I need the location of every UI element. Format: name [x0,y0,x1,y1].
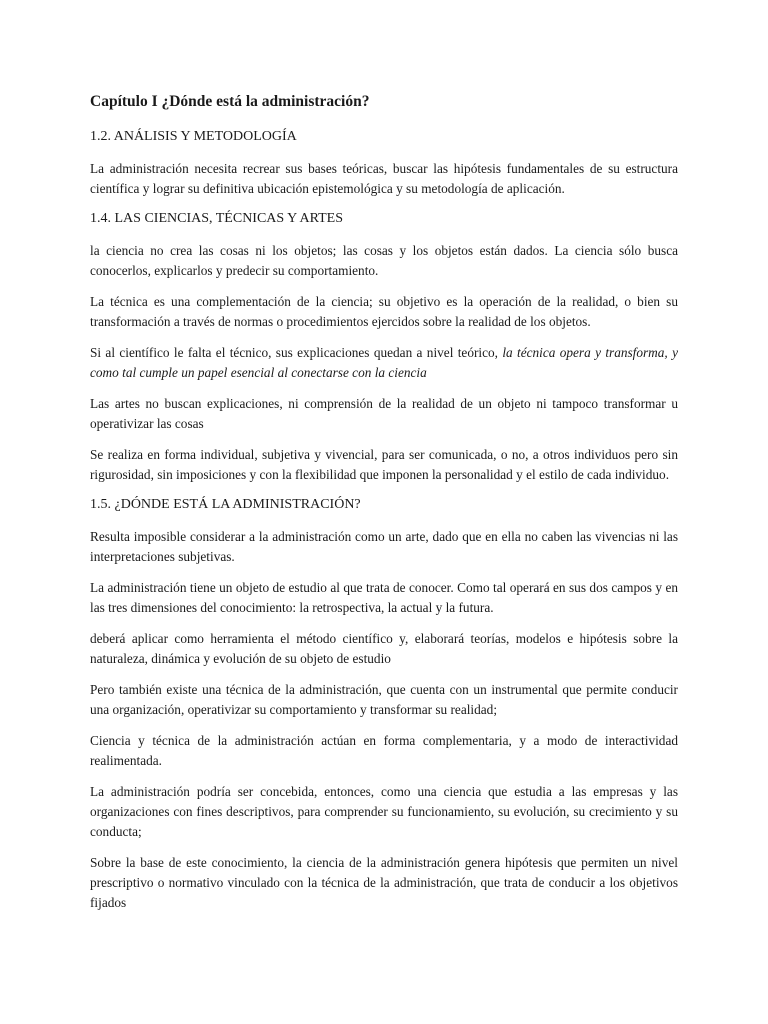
paragraph: deberá aplicar como herramienta el método científico y, elaborará teorías, modelos e hipótesis sobre la naturaleza, dinámica y evolución de su objeto de estudio [90,631,678,666]
section-heading-1-5: 1.5. ¿DÓNDE ESTÁ LA ADMINISTRACIÓN? [90,497,361,512]
paragraph-plain-part: Si al científico le falta el técnico, sus explicaciones quedan a nivel teórico, [90,345,503,360]
paragraph: Resulta imposible considerar a la administración como un arte, dado que en ella no caben las vivencias ni las interpretaciones subjetivas. [90,529,678,564]
document-page [90,92,678,913]
paragraph-mixed [90,343,678,383]
paragraph: la ciencia no crea las cosas ni los objetos; las cosas y los objetos están dados. La ciencia sólo busca conocerlos, explicarlos y predecir su comportamiento. [90,243,678,278]
section-heading-1-2: 1.2. ANÁLISIS Y METODOLOGÍA [90,129,297,144]
paragraph-italic-part: la técnica opera y transforma, y como tal cumple un papel esencial al conectarse con la ciencia [90,345,678,380]
paragraph: Pero también existe una técnica de la administración, que cuenta con un instrumental que permite conducir una organización, operativizar su comportamiento y transformar su realidad; [90,682,678,717]
section-heading-1-4: 1.4. LAS CIENCIAS, TÉCNICAS Y ARTES [90,211,343,226]
paragraph: La administración podría ser concebida, entonces, como una ciencia que estudia a las empresas y las organizaciones con fines descriptivos, para comprender su funcionamiento, su evolución, su crecimiento y su conducta; [90,784,678,839]
paragraph: La administración necesita recrear sus bases teóricas, buscar las hipótesis fundamentales de su estructura científica y lograr su definitiva ubicación epistemológica y su metodología de aplicación. [90,161,678,196]
chapter-title: Capítulo I ¿Dónde está la administración? [90,93,370,110]
paragraph: Ciencia y técnica de la administración actúan en forma complementaria, y a modo de interactividad realimentada. [90,733,678,768]
paragraph: La técnica es una complementación de la ciencia; su objetivo es la operación de la realidad, o bien su transformación a través de normas o procedimientos ejercidos sobre la realidad de los objetos. [90,294,678,329]
paragraph: Sobre la base de este conocimiento, la ciencia de la administración genera hipótesis que permiten un nivel prescriptivo o normativo vinculado con la técnica de la administración, que trata de conducir a los objetivos fijados [90,855,678,910]
paragraph: Se realiza en forma individual, subjetiva y vivencial, para ser comunicada, o no, a otros individuos pero sin rigurosidad, sin imposiciones y con la flexibilidad que imponen la personalidad y el estilo de cada individuo. [90,447,678,482]
paragraph: Las artes no buscan explicaciones, ni comprensión de la realidad de un objeto ni tampoco transformar u operativizar las cosas [90,396,678,431]
paragraph: La administración tiene un objeto de estudio al que trata de conocer. Como tal operará en sus dos campos y en las tres dimensiones del conocimiento: la retrospectiva, la actual y la futura. [90,580,678,615]
